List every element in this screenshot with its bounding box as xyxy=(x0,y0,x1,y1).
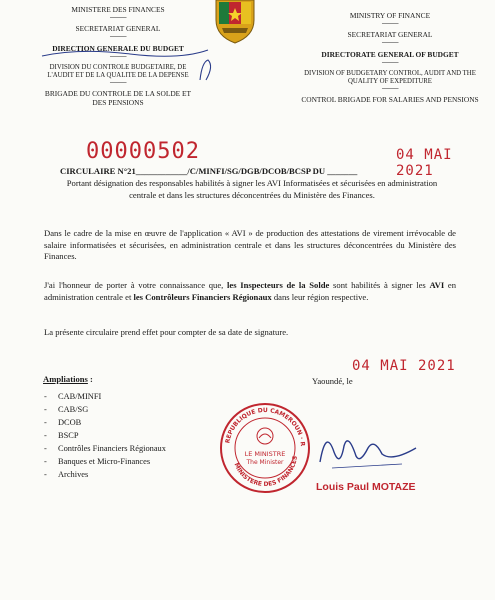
list-item: - BSCP xyxy=(58,429,166,442)
body-paragraph-1: Dans le cadre de la mise en œuvre de l'application « AVI » de production des attestations de virement irrévocable de salaire informatisées et sécurisées, en administration centrale et dans les structures déconcentrées du Ministère des Finances. xyxy=(44,228,456,262)
right-header xyxy=(300,12,480,105)
left-division: DIVISION DU CONTROLE BUDGETAIRE, DE L'AUDIT ET DE LA QUALITE DE LA DEPENSE xyxy=(47,63,189,79)
right-secretariat: SECRETARIAT GENERAL xyxy=(347,29,433,39)
handwritten-signature xyxy=(312,418,422,478)
ampliations-title: Ampliations xyxy=(43,374,88,384)
list-item: - Archives xyxy=(58,468,166,481)
coat-of-arms-emblem xyxy=(210,0,260,44)
divider: ----------- xyxy=(109,14,127,21)
left-ministry: MINISTERE DES FINANCES xyxy=(71,5,165,14)
p2-text: J'ai l'honneur de porter à votre connaissance que, xyxy=(44,280,228,290)
p2-controleurs: les Contrôleurs Financiers Régionaux xyxy=(133,291,272,302)
handwritten-mark xyxy=(40,44,210,66)
divider: ----------- xyxy=(381,20,399,27)
p2-inspecteurs: les Inspecteurs de la Solde xyxy=(227,280,330,290)
list-item: - DCOB xyxy=(58,416,166,429)
list-item: - Banques et Micro-Finances xyxy=(58,455,166,468)
divider: ----------- xyxy=(109,53,127,60)
date-stamp-top: 04 MAI 2021 xyxy=(396,147,453,179)
body-paragraph-3: La présente circulaire prend effet pour compter de sa date de signature. xyxy=(44,327,289,337)
divider: ----------- xyxy=(109,79,127,86)
ampliations-list xyxy=(58,390,166,481)
p2-text: dans leur région respective. xyxy=(271,291,369,302)
seal-title-en: The Minister xyxy=(246,459,284,466)
svg-text:REPUBLIQUE DU CAMEROUN · REPUB xyxy=(219,402,306,447)
divider: ----------- xyxy=(381,59,399,66)
right-ministry: MINISTRY OF FINANCE xyxy=(349,11,431,20)
circulaire-subject: Portant désignation des responsables habilités à signer les AVI Informatisées et sécurisées en administration centrale et dans les structures déconcentrées du Ministère des Finances. xyxy=(66,178,438,200)
left-brigade: BRIGADE DU CONTROLE DE LA SOLDE ET DES PENSIONS xyxy=(44,88,192,107)
p2-text: en administration centrale et xyxy=(44,280,457,302)
ampliations-heading xyxy=(43,374,93,386)
handwritten-initial xyxy=(196,56,216,82)
body-paragraph-2 xyxy=(44,280,456,303)
seal-title-fr: LE MINISTRE xyxy=(244,450,286,458)
p2-avi: AVI xyxy=(429,280,445,290)
divider: ----------- xyxy=(381,39,399,46)
right-brigade: CONTROL BRIGADE FOR SALARIES AND PENSIONS xyxy=(301,94,479,104)
list-item: - Contrôles Financiers Régionaux xyxy=(58,442,166,455)
circulaire-reference: CIRCULAIRE N°21____________/C/MINFI/SG/DGB/DCOB/BCSP DU _______ xyxy=(60,166,358,176)
left-direction: DIRECTION GENERALE DU BUDGET xyxy=(52,43,184,53)
list-item: - CAB/MINFI xyxy=(58,390,166,403)
right-direction: DIRECTORATE GENERAL OF BUDGET xyxy=(321,49,459,59)
p2-text: sont habilités à signer les xyxy=(329,280,430,290)
place-date: Yaoundé, le xyxy=(312,376,353,386)
registration-number-stamp: 00000502 xyxy=(86,139,200,164)
divider: ----------- xyxy=(109,33,127,40)
signatory-name: Louis Paul MOTAZE xyxy=(316,481,416,493)
official-seal xyxy=(219,402,311,494)
ampliations-colon: : xyxy=(87,374,93,384)
seal-outer-text: REPUBLIQUE DU CAMEROUN · R xyxy=(224,406,307,447)
seal-bottom-text: MINISTERE DES FINANCES xyxy=(232,455,299,489)
list-item: - CAB/SG xyxy=(58,403,166,416)
divider: ----------- xyxy=(381,85,399,92)
right-division: DIVISION OF BUDGETARY CONTROL, AUDIT AND THE QUALITY OF EXPEDITURE xyxy=(304,69,476,85)
date-stamp-signature: 04 MAI 2021 xyxy=(352,358,456,374)
left-secretariat: SECRETARIAT GENERAL xyxy=(75,23,161,33)
